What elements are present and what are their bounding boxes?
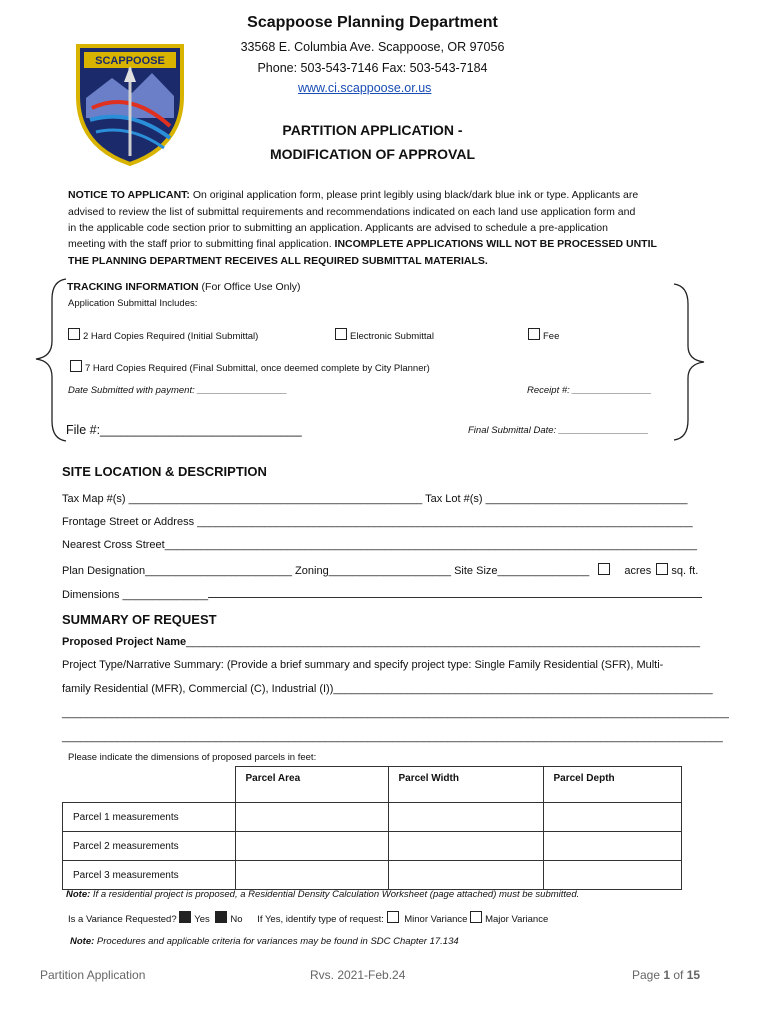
plan-designation-field[interactable]: Plan Designation________________________ Zoning____________________ Site Size_______________ acres sq. ft. xyxy=(62,565,699,577)
department-name: Scappoose Planning Department xyxy=(247,14,498,31)
parcel-area-header: Parcel Area xyxy=(235,767,388,803)
parcel-table xyxy=(62,766,682,890)
parcel2-width-cell[interactable] xyxy=(388,832,543,861)
footer-title: Partition Application xyxy=(40,968,146,982)
electronic-submittal-checkbox[interactable] xyxy=(335,328,347,340)
dimensions-intro: Please indicate the dimensions of proposed parcels in feet: xyxy=(68,752,317,763)
variance-question: Is a Variance Requested? Yes No If Yes, identify type of request: Minor Variance Major Variance xyxy=(68,911,548,925)
final-submittal-date-field[interactable]: Final Submittal Date: _________________ xyxy=(468,425,649,436)
sqft-checkbox[interactable] xyxy=(656,563,668,575)
dimensions-field[interactable]: Dimensions ______________ xyxy=(62,586,702,601)
project-name-field[interactable]: Proposed Project Name____________________________________________________________________________________ xyxy=(62,636,700,648)
notice-line5: THE PLANNING DEPARTMENT RECEIVES ALL REQUIRED SUBMITTAL MATERIALS. xyxy=(68,255,488,267)
site-heading: SITE LOCATION & DESCRIPTION xyxy=(62,464,267,479)
acres-checkbox[interactable] xyxy=(598,563,610,575)
department-address: 33568 E. Columbia Ave. Scappoose, OR 97056 xyxy=(240,40,505,54)
website-link[interactable]: www.ci.scappoose.or.us xyxy=(298,81,432,95)
density-note: Note: If a residential project is proposed, a Residential Density Calculation Worksheet (page attached) must be submitted. xyxy=(66,889,580,900)
minor-variance-checkbox[interactable] xyxy=(387,911,399,923)
parcel-row-label: Parcel 2 measurements xyxy=(63,832,236,861)
hard-copies-7[interactable]: 7 Hard Copies Required (Final Submittal, once deemed complete by City Planner) xyxy=(70,360,430,374)
notice-line1: NOTICE TO APPLICANT: On original application form, please print legibly using black/dark blue ink or type. Applicants are xyxy=(68,189,639,201)
project-type-line1: Project Type/Narrative Summary: (Provide a brief summary and specify project type: Single Family Residential (SFR), Multi- xyxy=(62,659,664,671)
svg-text:SCAPPOOSE: SCAPPOOSE xyxy=(95,55,165,67)
parcel-row-label: Parcel 1 measurements xyxy=(63,803,236,832)
notice-line2: advised to review the list of submittal requirements and recommendations indicated on each land use application form and xyxy=(68,206,636,218)
cross-street-field[interactable]: Nearest Cross Street_______________________________________________________________________________________ xyxy=(62,539,697,551)
left-brace xyxy=(30,275,70,445)
parcel3-area-cell[interactable] xyxy=(235,861,388,890)
file-number-field[interactable]: File #:_____________________________ xyxy=(66,423,302,437)
fee[interactable]: Fee xyxy=(528,328,559,342)
major-variance-checkbox[interactable] xyxy=(470,911,482,923)
receipt-field[interactable]: Receipt #: _______________ xyxy=(527,385,652,396)
tracking-title: TRACKING INFORMATION (For Office Use Only) xyxy=(67,281,301,293)
parcel1-area-cell[interactable] xyxy=(235,803,388,832)
variance-yes-checkbox[interactable] xyxy=(179,911,191,923)
hard-copies-2-checkbox[interactable] xyxy=(68,328,80,340)
project-type-line2[interactable]: family Residential (MFR), Commercial (C), Industrial (I))______________________________________________________________ xyxy=(62,683,713,695)
parcel-depth-header: Parcel Depth xyxy=(543,767,681,803)
narrative-blank2[interactable]: ____________________________________________________________________________________________________________ xyxy=(62,731,723,743)
narrative-blank1[interactable]: _____________________________________________________________________________________________________________ xyxy=(62,707,729,719)
notice-line4: meeting with the staff prior to submitting final application. INCOMPLETE APPLICATIONS WILL NOT BE PROCESSED UNTIL xyxy=(68,238,657,250)
parcel2-area-cell[interactable] xyxy=(235,832,388,861)
footer-revision: Rvs. 2021-Feb.24 xyxy=(310,968,406,982)
variance-note: Note: Procedures and applicable criteria for variances may be found in SDC Chapter 17.134 xyxy=(70,936,459,947)
parcel1-width-cell[interactable] xyxy=(388,803,543,832)
form-title-line2: MODIFICATION OF APPROVAL xyxy=(269,146,476,162)
hard-copies-2[interactable]: 2 Hard Copies Required (Initial Submittal) xyxy=(68,328,258,342)
right-brace xyxy=(670,280,710,445)
parcel-width-header: Parcel Width xyxy=(388,767,543,803)
tax-map-field[interactable]: Tax Map #(s) ________________________________________________ Tax Lot #(s) _________________________________ xyxy=(62,493,688,505)
table-row xyxy=(63,832,682,861)
department-phone: Phone: 503-543-7146 Fax: 503-543-7184 xyxy=(257,61,488,75)
parcel2-depth-cell[interactable] xyxy=(543,832,681,861)
parcel3-depth-cell[interactable] xyxy=(543,861,681,890)
parcel1-depth-cell[interactable] xyxy=(543,803,681,832)
electronic-submittal[interactable]: Electronic Submittal xyxy=(335,328,434,342)
table-row xyxy=(63,861,682,890)
table-row xyxy=(63,803,682,832)
page-number: Page 1 of 15 xyxy=(632,968,701,982)
parcel3-width-cell[interactable] xyxy=(388,861,543,890)
submittal-includes: Application Submittal Includes: xyxy=(68,298,198,309)
frontage-field[interactable]: Frontage Street or Address _________________________________________________________________________________ xyxy=(62,516,693,528)
fee-checkbox[interactable] xyxy=(528,328,540,340)
variance-no-checkbox[interactable] xyxy=(215,911,227,923)
parcel-row-label: Parcel 3 measurements xyxy=(63,861,236,890)
summary-heading: SUMMARY OF REQUEST xyxy=(62,612,217,627)
hard-copies-7-checkbox[interactable] xyxy=(70,360,82,372)
notice-line3: in the applicable code section prior to submitting an application. Applicants are advised to schedule a pre-application xyxy=(68,222,608,234)
date-submitted-field[interactable]: Date Submitted with payment: _________________ xyxy=(68,385,288,396)
form-title-line1: PARTITION APPLICATION - xyxy=(282,122,463,138)
